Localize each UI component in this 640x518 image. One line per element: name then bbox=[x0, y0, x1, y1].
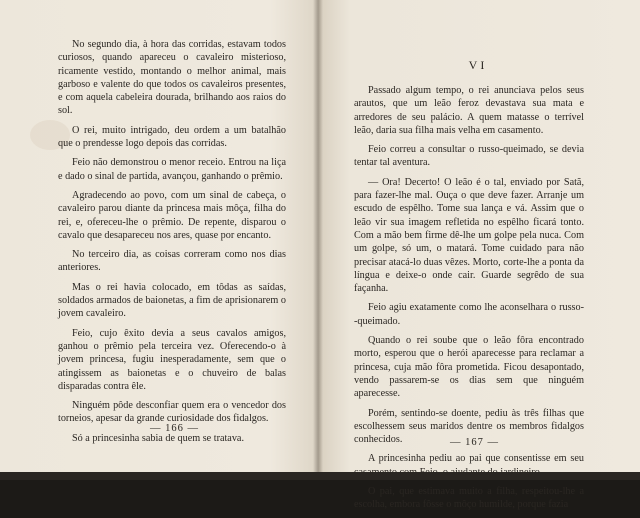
paragraph: Feio não demonstrou o menor receio. Entrou na liça e dado o sinal de partida, avançou, ganhando o prêmio. bbox=[58, 157, 286, 182]
paragraph: No terceiro dia, as coisas correram como nos dias anteriores. bbox=[58, 249, 286, 274]
bottom-shadow-edge bbox=[0, 472, 640, 480]
paragraph: Agradecendo ao povo, com um sinal de cabeça, o cavaleiro parou diante da princesa mais môça, filha do rei, e, ofereceu-lhe o prêmio. De repente, disparou o cavalo que desapareceu nos ares, quase por encanto. bbox=[58, 189, 286, 241]
paragraph: A princesinha pediu ao pai que consentisse em seu bbox=[368, 453, 584, 465]
book-gutter bbox=[313, 0, 323, 480]
page-number: — 166 — bbox=[150, 423, 199, 434]
paragraph: O pai, que estimava muito a filha, respeitou-lhe a escolha, embora fôsse o môço humilde, porque fazia bbox=[354, 486, 584, 511]
paragraph: Mas o rei havia colocado, em tôdas as saídas, soldados armados de baionetas, a fim de aprisionarem o jovem cavaleiro. bbox=[58, 281, 286, 320]
paragraph: Porém, sentindo-se doente, pediu às três filhas que escolhessem seus maridos dentre os membros fidalgos conhecidos. bbox=[354, 407, 584, 446]
page-number: — 167 — bbox=[450, 437, 499, 448]
paragraph: Quando o rei soube que o leão fôra encontrado morto, esperou que o herói aparecesse para reclamar a princesa, cuja mão fôra prometida. Ficou desapontado, vendo passarem-se os dias sem que ninguém aparecesse. bbox=[354, 335, 584, 400]
paragraph: Feio correu a consultar o russo-queimado, se devia tentar tal aventura. bbox=[354, 144, 584, 169]
paragraph: No segundo dia, à hora das corridas, estavam todos curiosos, quando apareceu o cavaleiro misterioso, ricamente vestido, montando o melhor animal, mais garboso e valente do que todos os cavaleiros presentes, e com aquela cabeleira dourada, brilhando aos raios do sol. bbox=[58, 39, 286, 117]
left-page-text bbox=[58, 38, 286, 451]
paragraph: O rei, muito intrigado, deu ordem a um batalhão que o prendesse logo depois das corridas. bbox=[58, 124, 286, 150]
paragraph: Feio agiu exatamente como lhe aconselhara o russo--queimado. bbox=[354, 302, 584, 327]
right-page-text bbox=[354, 84, 584, 518]
paragraph: — Ora! Decerto! O leão é o tal, enviado por Satã, para fazer-lhe mal. Ouça o que deve fazer. Arranje um escudo de espêlho. Tome sua lança e vá. Assim que o leão vir sua imagem refletida no espêlho ficará tonto. Com a mão bem firme dê-lhe um golpe pela nuca. Com um golpe, só um, o matará. Tome cuidado para não precisar atacá-lo duas vêzes. Morto, corte-lhe a ponta da língua e deixe-o onde cair. Guarde segrêdo de sua façanha. bbox=[354, 176, 584, 295]
paragraph: Feio, cujo êxito devia a seus cavalos amigos, ganhou o prêmio pela terceira vez. Oferecendo-o à jovem princesa, fugiu inesperadamente, sem que o atingissem as baionetas e o chuveiro de balas disparadas contra êle. bbox=[58, 327, 286, 392]
right-page bbox=[318, 0, 640, 511]
chapter-heading: VI bbox=[468, 58, 488, 72]
paragraph: Passado algum tempo, o rei anunciava pelos seus arautos, que um leão feroz devastava sua mata e arredores de seu palácio. A quem matasse o terrível leão, daria sua filha mais velha em casamento. bbox=[354, 85, 584, 136]
paragraph: Só a princesinha sabia de quem se tratava. bbox=[72, 432, 244, 444]
paragraph: Ninguém pôde desconfiar quem era o vencedor dos torneios, apesar da grande curiosidade dos fidalgos. bbox=[58, 400, 286, 425]
left-page bbox=[0, 0, 318, 480]
